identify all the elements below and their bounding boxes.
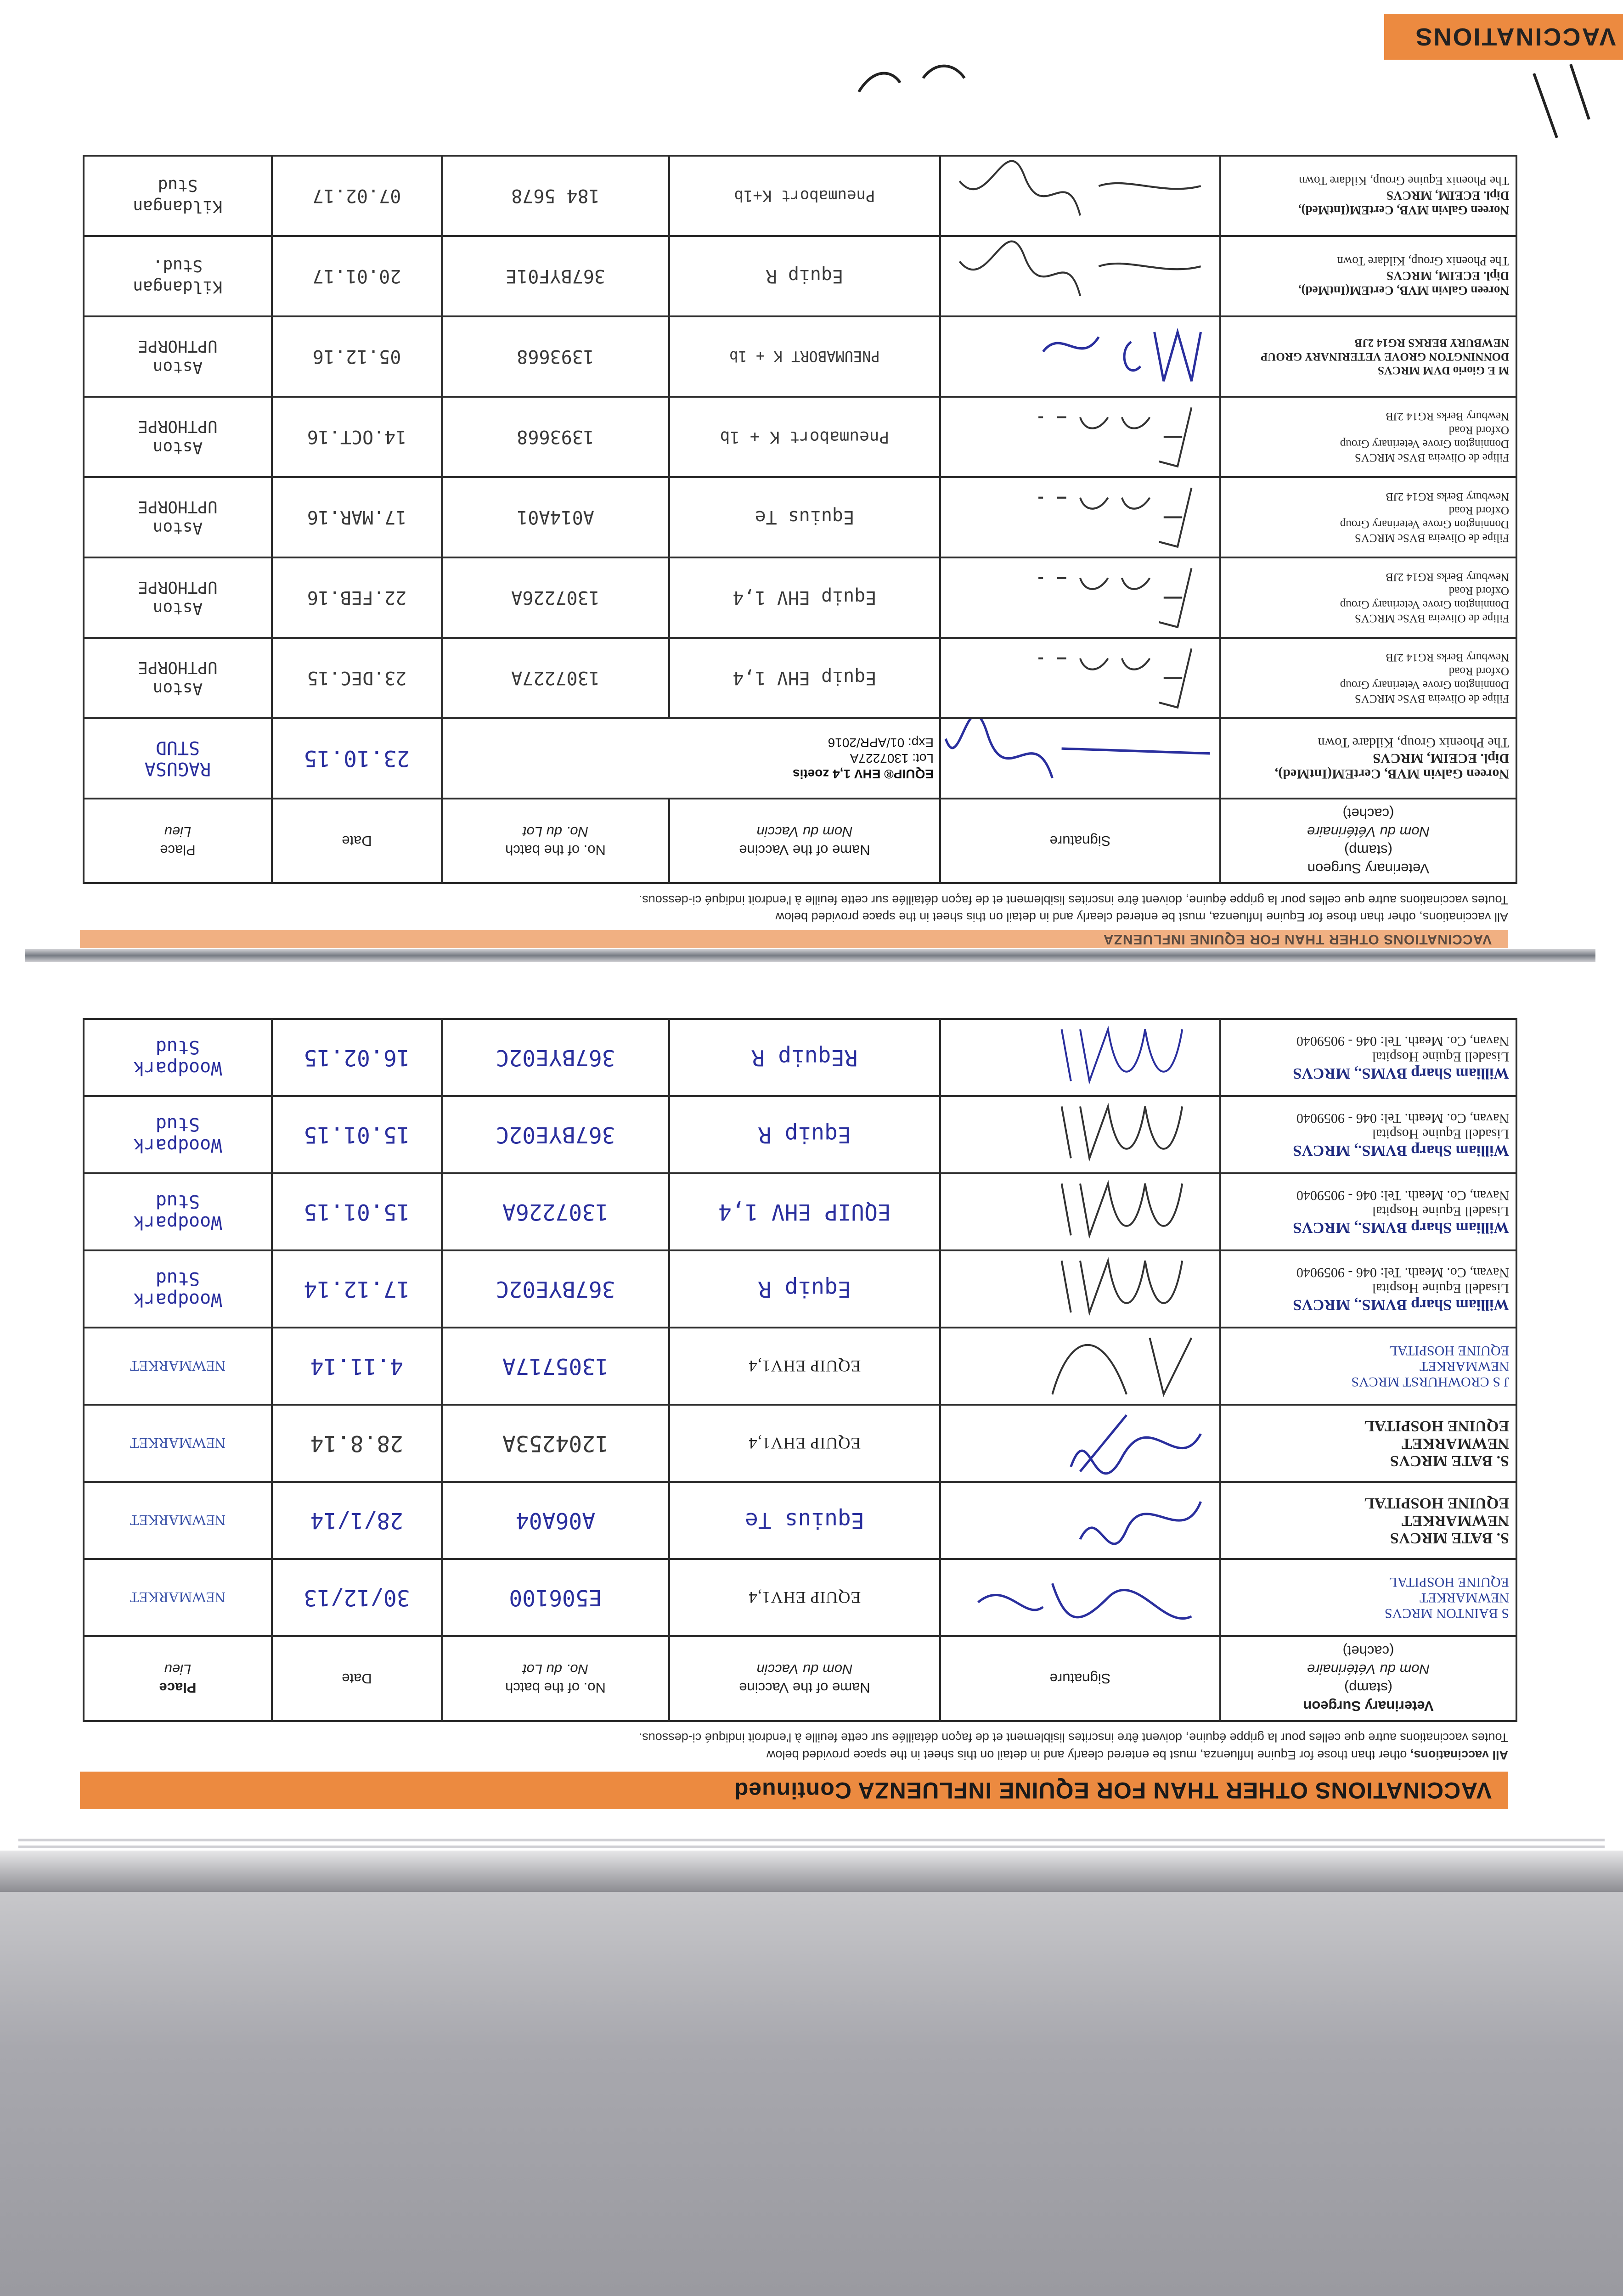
place-line: Stud. [152, 256, 203, 276]
header-place-fr: Lieu [164, 1661, 192, 1678]
signature-cell [940, 1173, 1220, 1250]
batch-number: 1305717A [442, 1328, 669, 1405]
vet-name: Noreen Galvin MVB, CertEM(IntMed), [1298, 203, 1509, 218]
page-fold [25, 949, 1595, 962]
vet-stamp [1220, 1559, 1516, 1636]
place-line: Stud [155, 1268, 200, 1289]
vaccine-name: Pneumabort K + 1b [669, 397, 940, 477]
vaccination-date: 14.OCT.16 [272, 397, 442, 477]
place-line: Stud [155, 1114, 200, 1135]
table-row [84, 1019, 1516, 1096]
signature-cell [940, 397, 1220, 477]
signature-cell [940, 557, 1220, 638]
handwritten-signature [941, 558, 1219, 637]
table-row [84, 156, 1516, 236]
vaccination-date: 22.FEB.16 [272, 557, 442, 638]
page-binding-shadow [0, 1851, 1623, 1892]
vaccination-date: 20.01.17 [272, 236, 442, 316]
header-vet-line: Veterinary Surgeon [1303, 1698, 1434, 1715]
signature-cell [940, 718, 1220, 799]
vet-stamp [1220, 638, 1516, 718]
handwritten-signature [941, 157, 1219, 235]
vaccine-name: Pneumabort K+1b [669, 156, 940, 236]
batch-number: 184 5678 [442, 156, 669, 236]
vet-address: Oxford Road [1448, 665, 1509, 678]
header-batch-en: No. of the batch [505, 842, 606, 858]
vet-address: Navan, Co. Meath. Tel: 046 - 9059040 [1296, 1188, 1509, 1203]
vaccination-date: 17.12.14 [272, 1250, 442, 1328]
vet-name: S. BATE MRCVS [1390, 1452, 1509, 1469]
scanner-background [0, 1883, 1623, 2296]
vet-practice: The Phoenix Group, Kildare Town [1318, 735, 1509, 751]
vet-practice: The Phoenix Equine Group, Kildare Town [1298, 174, 1509, 188]
vaccine-name: REquip R [669, 1019, 940, 1096]
place-line: Kildangan [133, 277, 223, 297]
vaccine-name: Equip R [669, 1096, 940, 1173]
table-row [84, 1250, 1516, 1328]
place-line: Woodpark [133, 1212, 222, 1233]
header-batch [442, 1636, 669, 1721]
vet-practice: Lisadell Equine Hospital [1372, 1204, 1509, 1219]
vaccination-place [84, 397, 272, 477]
vaccination-place [84, 156, 272, 236]
batch-number: 367BYE02C [442, 1096, 669, 1173]
vaccination-place [84, 557, 272, 638]
notice-english [80, 1747, 1508, 1763]
vet-stamp [1220, 156, 1516, 236]
vet-stamp [1220, 1019, 1516, 1096]
vet-practice: Lisadell Equine Hospital [1372, 1281, 1509, 1296]
vaccination-date: 4.11.14 [272, 1328, 442, 1405]
vet-stamp [1220, 1405, 1516, 1482]
handwritten-signature [941, 1251, 1219, 1327]
vet-stamp [1220, 557, 1516, 638]
batch-number: 1393668 [442, 316, 669, 397]
vet-name: Filipe de Oliveira BVSc MRCVS [1354, 692, 1509, 705]
vaccine-name: Equip R [669, 1250, 940, 1328]
vet-stamp [1220, 1250, 1516, 1328]
table-row [84, 1328, 1516, 1405]
vaccination-place [84, 638, 272, 718]
header-vet-line: (stamp) [1344, 842, 1393, 858]
handwritten-signature [941, 1406, 1219, 1481]
vet-postcode: Newbury Berks RG14 2JB [1386, 571, 1509, 584]
header-vaccine-fr: Nom du Vaccin [756, 1661, 853, 1678]
vet-name: J S CROWHURST MRCVS [1351, 1374, 1509, 1390]
vet-practice: Donnington Grove Veterinary Group [1340, 598, 1509, 611]
batch-number: A06A04 [442, 1482, 669, 1559]
header-place [84, 1636, 272, 1721]
header-place [84, 799, 272, 883]
vet-address: Navan, Co. Meath. Tel: 046 - 9059040 [1296, 1265, 1509, 1280]
notice-english-bold: All vaccinations, [1410, 1748, 1508, 1762]
vaccination-place [84, 1019, 272, 1096]
table-row [84, 718, 1516, 799]
stray-pen-mark [1516, 55, 1607, 156]
header-vet-line: Veterinary Surgeon [1307, 861, 1430, 877]
header-signature: Signature [940, 799, 1220, 883]
handwritten-signature [941, 1020, 1219, 1095]
place-line: Aston [152, 358, 203, 377]
vet-location: NEWMARKET [1420, 1359, 1509, 1374]
vet-stamp [1220, 1328, 1516, 1405]
stray-pen-mark [850, 51, 987, 106]
batch-number: 1307227A [442, 638, 669, 718]
vaccination-place [84, 477, 272, 557]
vet-postcode: Newbury Berks RG14 2JB [1386, 651, 1509, 664]
vaccination-date: 23.DEC.15 [272, 638, 442, 718]
header-batch-fr: No. du Lot [522, 1661, 589, 1678]
sticker-lot: Lot: 1307227A [850, 751, 934, 766]
vaccination-place: NEWMARKET [84, 1559, 272, 1636]
place-line: UPTHORPE [138, 578, 218, 597]
place-line: UPTHORPE [138, 417, 218, 436]
vet-stamp [1220, 397, 1516, 477]
vet-postcode: Newbury Berks RG14 2JB [1386, 490, 1509, 503]
vaccination-date: 23.10.15 [272, 718, 442, 799]
vaccination-date: 15.01.15 [272, 1173, 442, 1250]
vaccination-date: 30/12/13 [272, 1559, 442, 1636]
vaccination-table [83, 155, 1517, 884]
vet-name: S BAINTON MRCVS [1384, 1606, 1509, 1621]
table-row [84, 1173, 1516, 1250]
place-line: STUD [155, 737, 200, 759]
vet-location: NEWMARKET [1420, 1590, 1509, 1605]
place-line: UPTHORPE [138, 497, 218, 517]
signature-cell [940, 1405, 1220, 1482]
vet-name: William Sharp BVMS., MRCVS [1293, 1065, 1509, 1082]
table-row [84, 397, 1516, 477]
signature-cell [940, 1019, 1220, 1096]
vet-address: Navan, Co. Meath. Tel: 046 - 9059040 [1296, 1111, 1509, 1126]
vet-stamp [1220, 1096, 1516, 1173]
vaccine-name: Equip EHV 1,4 [669, 638, 940, 718]
vaccination-place [84, 316, 272, 397]
signature-cell [940, 1559, 1220, 1636]
vet-stamp [1220, 718, 1516, 799]
handwritten-signature [941, 1328, 1219, 1404]
header-vaccine-en: Name of the Vaccine [739, 1680, 870, 1696]
handwritten-signature [941, 1174, 1219, 1249]
place-line: RAGUSA [144, 758, 211, 780]
table-header-row [84, 1636, 1516, 1721]
vaccination-date: 28.8.14 [272, 1405, 442, 1482]
vet-location: NEWMARKET [1401, 1435, 1509, 1452]
batch-number: A014A01 [442, 477, 669, 557]
batch-number: 1307226A [442, 1173, 669, 1250]
handwritten-signature [941, 719, 1219, 798]
table-row [84, 1559, 1516, 1636]
place-line: Aston [152, 679, 203, 698]
table-header-row [84, 799, 1516, 883]
batch-number: 1393668 [442, 397, 669, 477]
vaccination-date: 16.02.15 [272, 1019, 442, 1096]
place-line: Kildangan [133, 197, 223, 216]
header-batch-en: No. of the batch [505, 1680, 606, 1696]
place-line: Stud [158, 176, 198, 195]
signature-cell [940, 1096, 1220, 1173]
vet-name: M E Giorio DVM MRCVS [1377, 364, 1509, 377]
sticker-product: EQUIP® EHV 1,4 zoetis [793, 767, 934, 782]
vaccination-place [84, 1250, 272, 1328]
vet-name: Noreen Galvin MVB, CertEM(IntMed), [1298, 284, 1509, 298]
vet-address: NEWBURY BERKS RG14 2JB [1354, 337, 1509, 349]
vet-practice: EQUINE HOSPITAL [1364, 1495, 1509, 1512]
header-date: Date [272, 799, 442, 883]
vaccine-name: EQUIP EHV1,4 [669, 1405, 940, 1482]
vet-name: Noreen Galvin MVB, CertEM(IntMed), [1274, 766, 1509, 782]
vet-practice: DONNINGTON GROVE VETERINARY GROUP [1260, 350, 1509, 363]
table-row [84, 316, 1516, 397]
vet-name: Filipe de Oliveira BVSc MRCVS [1354, 532, 1509, 545]
vet-practice: Donnington Grove Veterinary Group [1340, 679, 1509, 692]
header-place-en: Place [159, 1680, 197, 1696]
header-vet-line: (cachet) [1342, 1643, 1394, 1660]
vet-practice: Lisadell Equine Hospital [1372, 1049, 1509, 1064]
vaccination-date: 15.01.15 [272, 1096, 442, 1173]
table-row [84, 1405, 1516, 1482]
vet-address: Oxford Road [1448, 424, 1509, 437]
table-row [84, 477, 1516, 557]
signature-cell [940, 638, 1220, 718]
vet-name: William Sharp BVMS., MRCVS [1293, 1219, 1509, 1236]
vaccination-date: 07.02.17 [272, 156, 442, 236]
handwritten-signature [941, 639, 1219, 717]
vaccine-name: EQUIP EHV1,4 [669, 1559, 940, 1636]
place-line: Aston [152, 599, 203, 618]
table-row [84, 557, 1516, 638]
table-row [84, 638, 1516, 718]
notice-english-rest: other than those for Equine Influenza, must be entered clearly and in detail on this sheet in the space provided below [766, 1748, 1410, 1762]
vet-location: NEWMARKET [1401, 1512, 1509, 1529]
sticker-expiry: Exp: 01/APR/2016 [828, 736, 934, 750]
notice-french: Toutes vaccinations autre que celles pour la grippe équine, doivent être inscrites lisiblement et de façon détaillée sur cette feuille à l'endroit indiqué ci-dessous. [638, 1731, 1508, 1745]
place-line: Aston [152, 438, 203, 457]
vaccination-place [84, 718, 272, 799]
vaccination-table-continued [83, 1018, 1517, 1722]
vaccination-date: 28/1/14 [272, 1482, 442, 1559]
vet-name: Filipe de Oliveira BVSc MRCVS [1354, 451, 1509, 464]
handwritten-signature [941, 398, 1219, 476]
vet-practice: The Phoenix Group, Kildare Town [1337, 254, 1509, 269]
header-vaccine [669, 799, 940, 883]
signature-cell [940, 156, 1220, 236]
signature-cell [940, 316, 1220, 397]
notice-english: All vaccinations, other than those for Equine Influenza, must be entered clearly and in detail on this sheet in the space provided below [775, 910, 1508, 924]
signature-cell [940, 477, 1220, 557]
vet-address: Oxford Road [1448, 504, 1509, 517]
batch-number: 367BYE02C [442, 1019, 669, 1096]
vaccine-name: PNEUMABORT K + 1b [669, 316, 940, 397]
vaccine-batch-sticker [442, 718, 940, 799]
header-place-fr: Lieu [164, 824, 192, 840]
vaccine-name: Equius Te [669, 477, 940, 557]
vaccination-date: 17.MAR.16 [272, 477, 442, 557]
vet-practice: Lisadell Equine Hospital [1372, 1126, 1509, 1142]
header-date: Date [272, 1636, 442, 1721]
vet-address: Oxford Road [1448, 585, 1509, 597]
place-line: Aston [152, 518, 203, 538]
vaccination-place [84, 1173, 272, 1250]
vaccination-place [84, 1096, 272, 1173]
vaccination-date: 05.12.16 [272, 316, 442, 397]
page-tab-label: VACCINATIONS [1384, 14, 1623, 60]
place-line: Stud [155, 1036, 200, 1058]
vet-practice: EQUINE HOSPITAL [1364, 1418, 1509, 1435]
place-line: Woodpark [133, 1135, 222, 1156]
notice-french: Toutes vaccinations autre que celles pour la grippe équine, doivent être inscrites lisiblement et de façon détaillée sur cette feuille à l'endroit indiqué ci-dessous. [638, 893, 1508, 907]
place-line: Stud [155, 1191, 200, 1212]
vet-stamp [1220, 1482, 1516, 1559]
vet-qualification: Dipl. ECEIM, MRCVS [1386, 189, 1509, 203]
place-line: Woodpark [133, 1058, 222, 1079]
header-vet [1220, 799, 1516, 883]
handwritten-signature [941, 1560, 1219, 1635]
header-vet-line: Nom du Vétérinaire [1307, 824, 1430, 840]
handwritten-signature [941, 317, 1219, 396]
vet-name: William Sharp BVMS., MRCVS [1293, 1142, 1509, 1159]
header-place-en: Place [160, 842, 196, 858]
vet-address: Navan, Co. Meath. Tel: 046 - 9059040 [1296, 1034, 1509, 1049]
handwritten-signature [941, 1483, 1219, 1558]
handwritten-signature [941, 237, 1219, 315]
table-row [84, 1482, 1516, 1559]
signature-cell [940, 1482, 1220, 1559]
vaccination-place: NEWMARKET [84, 1482, 272, 1559]
vet-qualification: Dipl. ECEIM, MRCVS [1386, 269, 1509, 283]
vet-practice: Donnington Grove Veterinary Group [1340, 438, 1509, 450]
place-line: UPTHORPE [138, 337, 218, 356]
batch-number: 367BYE02C [442, 1250, 669, 1328]
table-row [84, 236, 1516, 316]
vaccination-place [84, 236, 272, 316]
header-vet [1220, 1636, 1516, 1721]
header-batch [442, 799, 669, 883]
vet-practice: EQUINE HOSPITAL [1389, 1575, 1509, 1590]
batch-number: 1204253A [442, 1405, 669, 1482]
handwritten-signature [941, 478, 1219, 557]
vaccine-name: Equius Te [669, 1482, 940, 1559]
signature-cell [940, 1250, 1220, 1328]
vet-stamp [1220, 477, 1516, 557]
header-vet-line: (stamp) [1344, 1680, 1393, 1696]
header-vet-line: Nom du Vétérinaire [1307, 1661, 1430, 1678]
header-vaccine-fr: Nom du Vaccin [756, 824, 853, 840]
vet-postcode: Newbury Berks RG14 2JB [1386, 410, 1509, 423]
table-row [84, 1096, 1516, 1173]
batch-number: E506100 [442, 1559, 669, 1636]
page-edge [18, 1839, 1605, 1841]
vet-name: S. BATE MRCVS [1390, 1530, 1509, 1547]
section-title: VACCINATIONS OTHER THAN FOR EQUINE INFLUENZA [80, 930, 1508, 948]
batch-number: 367BYF01E [442, 236, 669, 316]
vaccination-place: NEWMARKET [84, 1405, 272, 1482]
vet-name: Filipe de Oliveira BVSc MRCVS [1354, 612, 1509, 625]
vaccine-name: EQUIP EHV1,4 [669, 1328, 940, 1405]
vaccine-name: EQUIP EHV 1,4 [669, 1173, 940, 1250]
header-vet-line: (cachet) [1342, 805, 1394, 822]
place-line: Woodpark [133, 1289, 222, 1310]
handwritten-signature [941, 1097, 1219, 1172]
vaccine-name: Equip R [669, 236, 940, 316]
vaccination-place: NEWMARKET [84, 1328, 272, 1405]
vet-practice: Donnington Grove Veterinary Group [1340, 518, 1509, 531]
vet-qualification: Dipl. ECEIM, MRCVS [1373, 751, 1509, 766]
vet-stamp [1220, 236, 1516, 316]
section-title-continued: VACCINATIONS OTHER THAN FOR EQUINE INFLUENZA Continued [80, 1772, 1508, 1809]
vet-stamp [1220, 316, 1516, 397]
header-vaccine-en: Name of the Vaccine [739, 842, 870, 858]
vet-practice: EQUINE HOSPITAL [1389, 1343, 1509, 1358]
signature-cell [940, 1328, 1220, 1405]
header-vaccine [669, 1636, 940, 1721]
vet-stamp [1220, 1173, 1516, 1250]
batch-number: 1307226A [442, 557, 669, 638]
vet-name: William Sharp BVMS., MRCVS [1293, 1296, 1509, 1313]
place-line: UPTHORPE [138, 658, 218, 677]
vaccine-name: Equip EHV 1,4 [669, 557, 940, 638]
signature-cell [940, 236, 1220, 316]
header-batch-fr: No. du Lot [522, 824, 589, 840]
page-edge [18, 1846, 1605, 1848]
header-signature: Signature [940, 1636, 1220, 1721]
